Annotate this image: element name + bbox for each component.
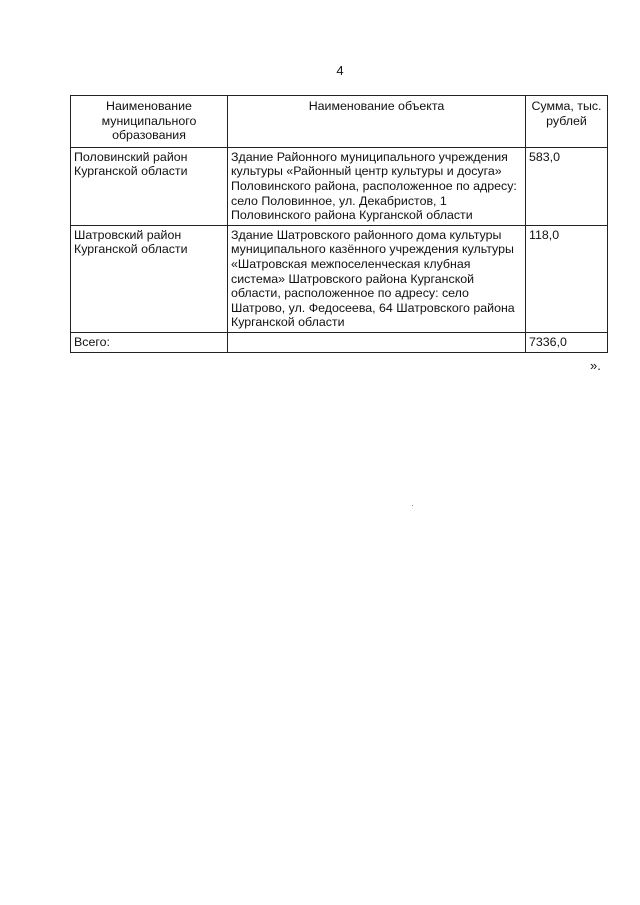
total-label: Всего: <box>71 332 228 352</box>
allocation-table <box>70 95 608 353</box>
table-total-row <box>71 332 608 352</box>
scan-speck <box>412 505 413 506</box>
header-municipality: Наименование муниципального образования <box>71 96 228 148</box>
table-row <box>71 147 608 225</box>
row-municipality: Половинский район Курганской области <box>71 147 228 225</box>
total-sum: 7336,0 <box>526 332 608 352</box>
page-number: 4 <box>336 63 344 78</box>
row-sum: 118,0 <box>526 225 608 332</box>
closing-quote-mark: ». <box>590 358 601 373</box>
header-object: Наименование объекта <box>228 96 526 148</box>
row-object: Здание Районного муниципального учреждения культуры «Районный центр культуры и досуга» Половинского района, расположенное по адресу: село Половинное, ул. Декабристов, 1 Половинского района Курганской области <box>228 147 526 225</box>
header-sum: Сумма, тыс. рублей <box>526 96 608 148</box>
table-header-row <box>71 96 608 148</box>
row-object: Здание Шатровского районного дома культуры муниципального казённого учреждения культуры «Шатровская межпоселенческая клубная система» Шатровского района Курганской области, расположенное по адресу: село Шатрово, ул. Федосеева, 64 Шатровского района Курганской области <box>228 225 526 332</box>
row-municipality: Шатровский район Курганской области <box>71 225 228 332</box>
table-row <box>71 225 608 332</box>
total-object <box>228 332 526 352</box>
row-sum: 583,0 <box>526 147 608 225</box>
